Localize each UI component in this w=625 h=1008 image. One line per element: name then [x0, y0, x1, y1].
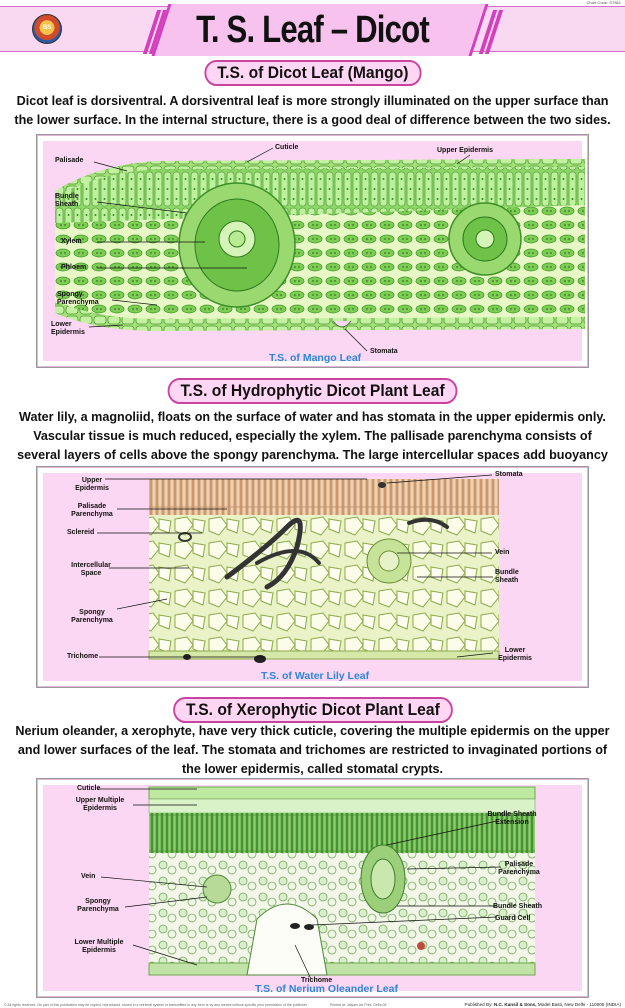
water-lily-leaf-caption: T.S. of Water Lily Leaf	[261, 670, 370, 682]
label-palisade-parenchyma: Palisade Parenchyma	[498, 861, 540, 876]
label-guard-cell: Guard Cell	[495, 915, 531, 922]
section-heading-text: T.S. of Xerophytic Dicot Plant Leaf	[173, 697, 453, 723]
section-heading-mango	[0, 60, 625, 86]
chart-code: Chart Code: ST861	[586, 0, 621, 5]
page-title: T. S. Leaf – Dicot	[196, 9, 429, 51]
label-spongy-parenchyma: Spongy Parenchyma	[77, 898, 119, 913]
label-vein: Vein	[495, 549, 510, 556]
label-bundle-sheath: Bundle Sheath	[495, 569, 519, 584]
section-description-water-lily: Water lily, a magnoliid, floats on the surface of water and has stomata in the upper epidermis only. Vascular tissue is much reduced, especially the xylem. The pallisade parenchyma consists of several layers of cells above the spongy parenchyma. The large intercellular spaces add buoyancy	[17, 410, 608, 462]
label-spongy-parenchyma: Spongy Parenchyma	[71, 609, 113, 624]
water-lily-leaf-panel	[36, 466, 589, 688]
label-sclereid: Sclereid	[67, 529, 95, 536]
mango-leaf-panel	[36, 134, 589, 368]
section-description-nerium: Nerium oleander, a xerophyte, have very thick cuticle, covering the multiple epidermis on the upper and lower surfaces of the leaf. The stomata and trichomes are restricted to invaginated portions of the lower epidermis, called stomatal crypts.	[15, 724, 610, 776]
label-palisade: Palisade	[55, 157, 84, 164]
label-lower-multiple-epidermis: Lower Multiple Epidermis	[74, 939, 124, 954]
label-lower-epidermis: Lower Epidermis	[51, 321, 85, 336]
mango-leaf-illustration	[37, 135, 590, 369]
label-palisade-parenchyma: Palisade Parenchyma	[71, 503, 113, 518]
label-upper-multiple-epidermis: Upper Multiple Epidermis	[75, 797, 125, 812]
label-cuticle: Cuticle	[275, 144, 299, 151]
label-stomata: Stomata	[370, 348, 398, 355]
section-heading-water-lily	[0, 378, 625, 404]
section-heading-text: T.S. of Hydrophytic Dicot Plant Leaf	[168, 378, 458, 404]
label-vein: Vein	[81, 873, 96, 880]
publisher-address: Model Basti, New Delhi - 110005 (INDIA)	[537, 1002, 621, 1007]
label-bundle-sheath: Bundle Sheath	[493, 903, 543, 910]
label-lower-epidermis: Lower Epidermis	[498, 647, 532, 662]
label-cuticle: Cuticle	[77, 785, 101, 792]
header	[0, 4, 625, 56]
nerium-leaf-caption: T.S. of Nerium Oleander Leaf	[255, 983, 398, 995]
footer-printer: Printed at: Jaiyam Art Print, Delhi-06	[330, 1003, 387, 1007]
label-stomata: Stomata	[495, 471, 523, 478]
label-spongy-parenchyma: Spongy Parenchyma	[57, 291, 99, 306]
label-upper-epidermis: Upper Epidermis	[75, 477, 109, 492]
label-trichome: Trichome	[67, 653, 99, 660]
label-phloem: Phloem	[61, 264, 87, 271]
label-xylem: Xylem	[61, 238, 82, 245]
section-description-mango: Dicot leaf is dorsiventral. A dorsiventral leaf is more strongly illuminated on the upper surface than the lower surface. In the internal structure, there is a good deal of difference between the two sides.	[14, 94, 611, 127]
label-trichome: Trichome	[301, 977, 333, 984]
section-heading-text: T.S. of Dicot Leaf (Mango)	[204, 60, 421, 86]
nerium-leaf-panel	[36, 778, 589, 998]
publisher-name: N.C. Kansil & Sons,	[493, 1002, 537, 1007]
label-upper-epidermis: Upper Epidermis	[437, 147, 494, 154]
label-bundle-sheath-extension: Bundle Sheath Extension	[487, 811, 537, 826]
footer-rights: © All rights reserved. No part of this publication may be copied, reproduced, stored in a retrieval system or transmitted in any form or by any means without specific prior permission of the publisher.	[4, 1003, 308, 1007]
footer-publisher	[465, 1002, 621, 1007]
publisher-prefix: Published By:	[464, 1002, 493, 1007]
mango-leaf-caption: T.S. of Mango Leaf	[269, 352, 362, 364]
label-bundle-sheath: Bundle Sheath	[55, 193, 79, 208]
section-heading-nerium	[0, 697, 625, 723]
label-intercellular-space: Intercellular Space	[71, 562, 111, 577]
logo-text: BS	[42, 25, 52, 31]
